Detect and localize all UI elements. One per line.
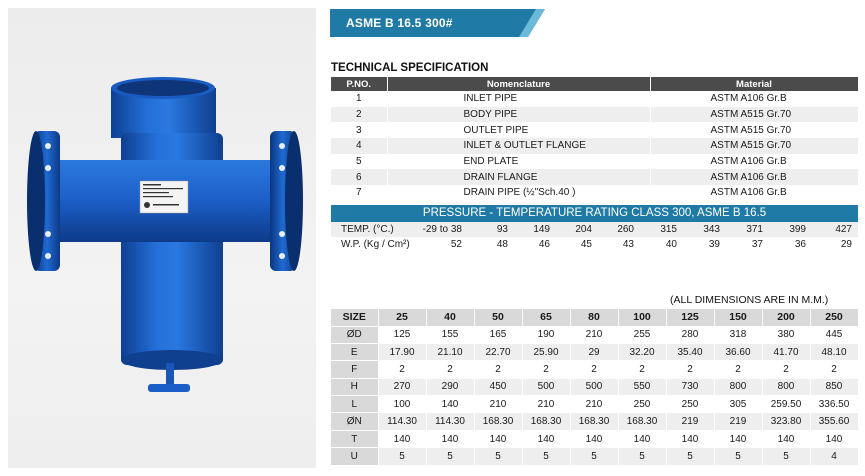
table-row: [331, 378, 858, 395]
dimension-value: 500: [522, 378, 570, 395]
dimension-value: 250: [618, 396, 666, 413]
temp-value: -29 to 38: [417, 222, 472, 237]
dimension-value: 41.70: [762, 343, 810, 360]
temp-value: 343: [683, 222, 726, 237]
dimension-value: 114.30: [426, 413, 474, 430]
dimension-value: 210: [474, 396, 522, 413]
product-photo-panel: [8, 8, 316, 468]
size-header: 100: [618, 309, 666, 326]
nomenclature-cell: END PLATE: [387, 154, 650, 170]
dimension-value: 5: [570, 448, 618, 465]
table-row: [331, 185, 858, 201]
nomenclature-cell: DRAIN FLANGE: [387, 169, 650, 185]
dimension-value: 336.50: [810, 396, 858, 413]
size-header: 40: [426, 309, 474, 326]
material-cell: ASTM A515 Gr.70: [650, 122, 858, 138]
dimension-value: 25.90: [522, 343, 570, 360]
size-header: 125: [666, 309, 714, 326]
wp-value: 52: [417, 237, 472, 252]
table-row: [331, 343, 858, 360]
size-header-row: [331, 309, 858, 326]
header-material: Material: [650, 77, 858, 91]
table-row: [331, 326, 858, 343]
temp-value: 204: [556, 222, 598, 237]
wp-value: 40: [640, 237, 683, 252]
dimension-value: 48.10: [810, 343, 858, 360]
size-header: 80: [570, 309, 618, 326]
dimension-value: 259.50: [762, 396, 810, 413]
dimension-value: 140: [426, 396, 474, 413]
dimension-value: 165: [474, 326, 522, 343]
dimension-value: 5: [378, 448, 426, 465]
wp-value: 39: [683, 237, 726, 252]
dimension-value: 100: [378, 396, 426, 413]
material-cell: ASTM A106 Gr.B: [650, 91, 858, 107]
dimension-value: 318: [714, 326, 762, 343]
dimension-value: 5: [522, 448, 570, 465]
dimension-value: 140: [378, 430, 426, 447]
dimension-value: 2: [426, 361, 474, 378]
wp-value: 48: [472, 237, 514, 252]
dimension-value: 280: [666, 326, 714, 343]
table-row: [331, 361, 858, 378]
dimension-value: 445: [810, 326, 858, 343]
dimension-value: 500: [570, 378, 618, 395]
table-row: [331, 154, 858, 170]
dimension-value: 29: [570, 343, 618, 360]
dimension-value: 800: [714, 378, 762, 395]
temp-value: 315: [640, 222, 683, 237]
dimension-value: 140: [810, 430, 858, 447]
temp-row: [331, 222, 858, 237]
material-cell: ASTM A515 Gr.70: [650, 138, 858, 154]
dimension-value: 5: [666, 448, 714, 465]
temp-value: 149: [514, 222, 556, 237]
dimension-value: 255: [618, 326, 666, 343]
dimension-value: 22.70: [474, 343, 522, 360]
dimension-value: 140: [522, 430, 570, 447]
table-row: [331, 122, 858, 138]
material-cell: ASTM A515 Gr.70: [650, 107, 858, 123]
pno-cell: 2: [331, 107, 387, 123]
dimension-value: 5: [762, 448, 810, 465]
table-row: [331, 107, 858, 123]
dimension-label: E: [331, 343, 378, 360]
dimension-label: ØD: [331, 326, 378, 343]
header-pno: P.NO.: [331, 77, 387, 91]
dimension-value: 5: [714, 448, 762, 465]
dimension-value: 210: [570, 326, 618, 343]
size-label: SIZE: [331, 309, 378, 326]
dimension-value: 219: [714, 413, 762, 430]
dimension-value: 35.40: [666, 343, 714, 360]
table-row: [331, 169, 858, 185]
header-nomenclature: Nomenclature: [387, 77, 650, 91]
table-row: [331, 413, 858, 430]
pno-cell: 4: [331, 138, 387, 154]
wp-value: 36: [769, 237, 812, 252]
material-cell: ASTM A106 Gr.B: [650, 185, 858, 201]
size-header: 250: [810, 309, 858, 326]
size-header: 25: [378, 309, 426, 326]
dimension-value: 32.20: [618, 343, 666, 360]
dimension-label: U: [331, 448, 378, 465]
dimension-value: 140: [570, 430, 618, 447]
dimension-value: 114.30: [378, 413, 426, 430]
nomenclature-cell: BODY PIPE: [387, 107, 650, 123]
pno-cell: 5: [331, 154, 387, 170]
dimension-value: 550: [618, 378, 666, 395]
dimension-value: 168.30: [618, 413, 666, 430]
table-row: [331, 91, 858, 107]
dimension-value: 190: [522, 326, 570, 343]
wp-label: W.P. (Kg / Cm²): [331, 237, 417, 252]
temp-value: 260: [598, 222, 640, 237]
header-banner: [330, 9, 545, 37]
dimension-label: H: [331, 378, 378, 395]
dimension-value: 140: [714, 430, 762, 447]
dimension-value: 2: [474, 361, 522, 378]
size-header: 50: [474, 309, 522, 326]
dimension-value: 323.80: [762, 413, 810, 430]
dimension-value: 850: [810, 378, 858, 395]
pno-cell: 7: [331, 185, 387, 201]
nomenclature-cell: INLET PIPE: [387, 91, 650, 107]
temp-value: 93: [472, 222, 514, 237]
dimension-value: 2: [810, 361, 858, 378]
dimension-value: 5: [426, 448, 474, 465]
dimension-value: 730: [666, 378, 714, 395]
dimension-value: 290: [426, 378, 474, 395]
temp-value: 427: [812, 222, 858, 237]
dimension-value: 140: [618, 430, 666, 447]
pressure-temp-table: [331, 222, 858, 252]
dimension-value: 2: [762, 361, 810, 378]
material-cell: ASTM A106 Gr.B: [650, 154, 858, 170]
dimension-value: 140: [762, 430, 810, 447]
dimension-value: 125: [378, 326, 426, 343]
spec-title: TECHNICAL SPECIFICATION: [331, 62, 489, 74]
table-header-row: [331, 77, 858, 91]
dimension-value: 800: [762, 378, 810, 395]
dimension-label: ØN: [331, 413, 378, 430]
wp-value: 29: [812, 237, 858, 252]
wp-value: 45: [556, 237, 598, 252]
wp-value: 37: [726, 237, 769, 252]
nomenclature-cell: INLET & OUTLET FLANGE: [387, 138, 650, 154]
dimension-value: 210: [570, 396, 618, 413]
dimension-label: T: [331, 430, 378, 447]
dimension-value: 17.90: [378, 343, 426, 360]
table-row: [331, 138, 858, 154]
nomenclature-cell: DRAIN PIPE (½"Sch.40 ): [387, 185, 650, 201]
dimension-value: 355.60: [810, 413, 858, 430]
dimension-value: 5: [618, 448, 666, 465]
material-cell: ASTM A106 Gr.B: [650, 169, 858, 185]
dimensions-table: [331, 309, 859, 465]
dimension-value: 380: [762, 326, 810, 343]
dimension-value: 140: [426, 430, 474, 447]
dimension-value: 21.10: [426, 343, 474, 360]
product-image: [8, 8, 316, 468]
temp-value: 399: [769, 222, 812, 237]
dimension-value: 36.60: [714, 343, 762, 360]
size-header: 150: [714, 309, 762, 326]
dimension-value: 250: [666, 396, 714, 413]
pno-cell: 1: [331, 91, 387, 107]
size-header: 65: [522, 309, 570, 326]
dimension-value: 2: [618, 361, 666, 378]
table-row: [331, 430, 858, 447]
technical-spec-table: [331, 77, 859, 201]
pno-cell: 6: [331, 169, 387, 185]
dimension-value: 155: [426, 326, 474, 343]
table-row: [331, 448, 858, 465]
dimension-value: 450: [474, 378, 522, 395]
dimensions-note: (ALL DIMENSIONS ARE IN M.M.): [670, 294, 829, 306]
dimension-value: 305: [714, 396, 762, 413]
dimension-value: 2: [570, 361, 618, 378]
size-header: 200: [762, 309, 810, 326]
dimension-value: 210: [522, 396, 570, 413]
dimension-value: 168.30: [522, 413, 570, 430]
nomenclature-cell: OUTLET PIPE: [387, 122, 650, 138]
table-row: [331, 396, 858, 413]
dimension-value: 140: [474, 430, 522, 447]
dimension-value: 168.30: [570, 413, 618, 430]
wp-value: 43: [598, 237, 640, 252]
dimension-value: 168.30: [474, 413, 522, 430]
dimension-value: 5: [474, 448, 522, 465]
banner-title: ASME B 16.5 300#: [346, 16, 453, 30]
dimension-value: 270: [378, 378, 426, 395]
pressure-temp-title: PRESSURE - TEMPERATURE RATING CLASS 300, ASME B 16.5: [331, 205, 858, 222]
temp-value: 371: [726, 222, 769, 237]
dimension-value: 219: [666, 413, 714, 430]
dimension-value: 4: [810, 448, 858, 465]
dimension-value: 2: [378, 361, 426, 378]
dimension-value: 2: [522, 361, 570, 378]
pno-cell: 3: [331, 122, 387, 138]
dimension-label: F: [331, 361, 378, 378]
dimension-value: 2: [666, 361, 714, 378]
wp-value: 46: [514, 237, 556, 252]
dimension-value: 2: [714, 361, 762, 378]
dimension-value: 140: [666, 430, 714, 447]
temp-label: TEMP. (°C.): [331, 222, 417, 237]
dimension-label: L: [331, 396, 378, 413]
wp-row: [331, 237, 858, 252]
